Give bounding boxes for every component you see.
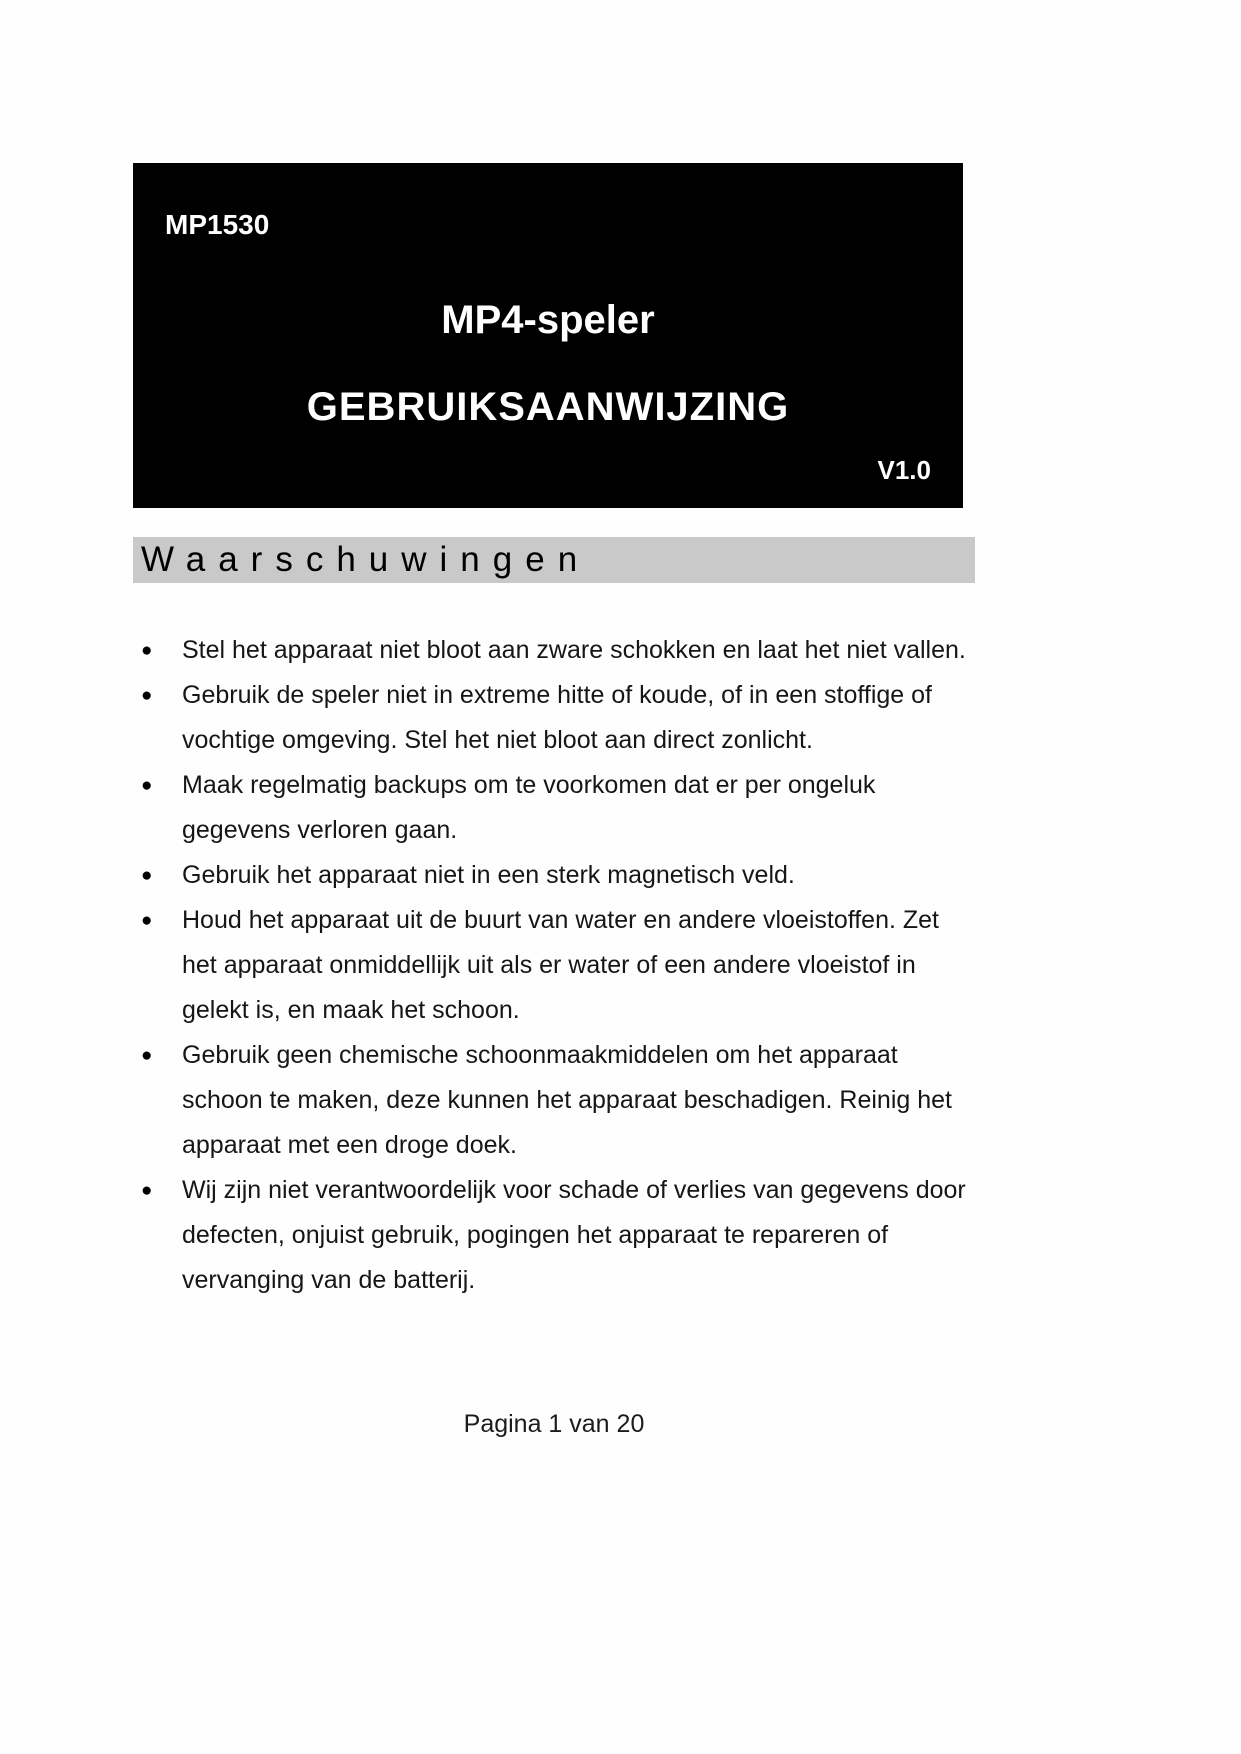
warning-item <box>133 763 978 853</box>
model-number: MP1530 <box>165 209 270 240</box>
bullet-icon: ● <box>141 640 153 661</box>
bullet-icon: ● <box>141 775 153 796</box>
warning-text: Houd het apparaat uit de buurt van water en andere vloeistoffen. Zet het apparaat onmiddellijk uit als er water of een andere vloeistof in gelekt is, en maak het schoon. <box>182 906 939 1024</box>
manual-title: GEBRUIKSAANWIJZING <box>306 385 790 429</box>
warning-text: Wij zijn niet verantwoordelijk voor schade of verlies van gegevens door defecten, onjuist gebruik, pogingen het apparaat te repareren of vervanging van de batterij. <box>182 1176 966 1294</box>
version-label: V1.0 <box>877 455 931 485</box>
section-banner <box>133 537 975 583</box>
warning-text: Gebruik geen chemische schoonmaakmiddelen om het apparaat schoon te maken, deze kunnen het apparaat beschadigen. Reinig het apparaat met een droge doek. <box>182 1041 952 1159</box>
product-title: MP4-speler <box>441 298 655 342</box>
bullet-icon: ● <box>141 1045 153 1066</box>
warning-item <box>133 628 978 673</box>
bullet-icon: ● <box>141 865 153 886</box>
bullet-icon: ● <box>141 910 153 931</box>
warning-item <box>133 898 978 1033</box>
warning-item <box>133 1033 978 1168</box>
warnings-list <box>133 628 978 1303</box>
cover-header <box>133 163 963 508</box>
bullet-icon: ● <box>141 685 153 706</box>
warning-item <box>133 853 978 898</box>
warning-text: Gebruik het apparaat niet in een sterk magnetisch veld. <box>182 861 795 889</box>
page-footer: Pagina 1 van 20 <box>463 1410 645 1438</box>
warning-text: Stel het apparaat niet bloot aan zware schokken en laat het niet vallen. <box>182 636 966 664</box>
warning-item <box>133 1168 978 1303</box>
warning-text: Gebruik de speler niet in extreme hitte of koude, of in een stoffige of vochtige omgeving. Stel het niet bloot aan direct zonlicht. <box>182 681 932 754</box>
warning-text: Maak regelmatig backups om te voorkomen dat er per ongeluk gegevens verloren gaan. <box>182 771 876 844</box>
section-title: Waarschuwingen <box>141 540 591 579</box>
bullet-icon: ● <box>141 1180 153 1201</box>
warning-item <box>133 673 978 763</box>
